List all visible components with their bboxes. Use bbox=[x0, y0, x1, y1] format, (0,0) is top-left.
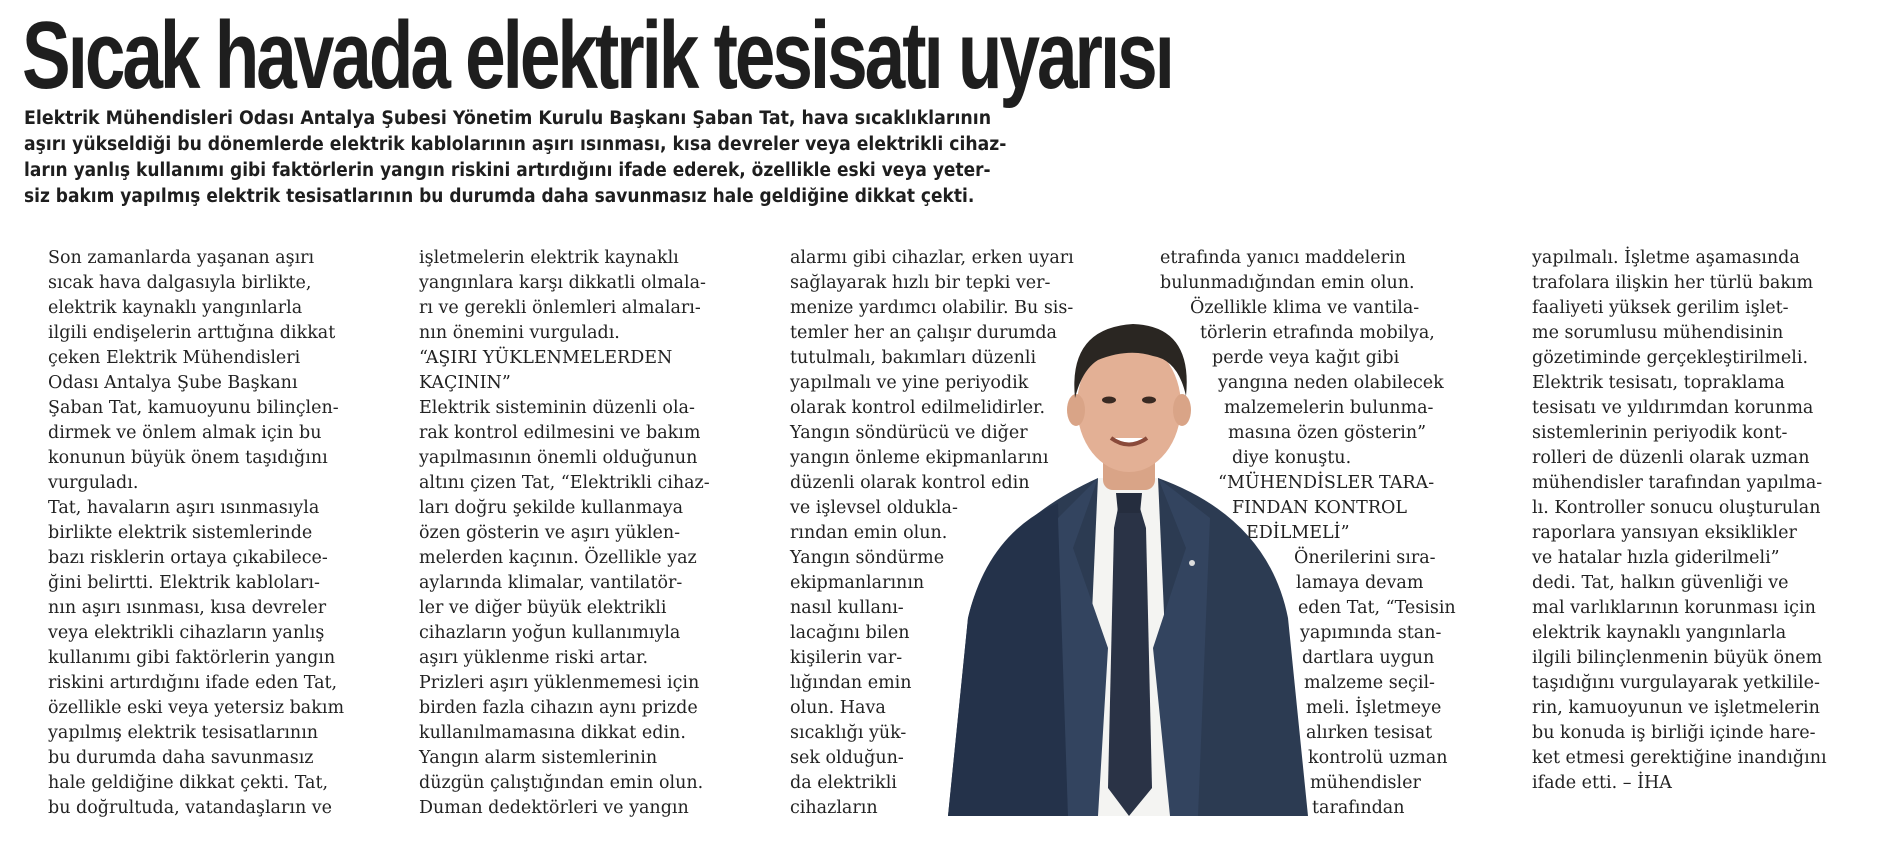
body-line: cihazların yoğun kullanımıyla bbox=[419, 623, 681, 643]
body-line: ğini belirtti. Elektrik kabloları- bbox=[48, 573, 320, 593]
body-line: nın önemini vurguladı. bbox=[419, 323, 620, 343]
body-line: malzeme seçil- bbox=[1304, 673, 1435, 693]
body-line: yangına neden olabilecek bbox=[1218, 373, 1444, 393]
body-line: “AŞIRI YÜKLENMELERDEN bbox=[419, 348, 673, 368]
body-line: olun. Hava bbox=[790, 698, 886, 718]
portrait-photo bbox=[948, 318, 1308, 816]
body-line: eden Tat, “Tesisin bbox=[1298, 598, 1456, 618]
body-line: ilgili bilinçlenmenin büyük önem bbox=[1532, 648, 1823, 668]
body-line: rin, kamuoyunun ve işletmelerin bbox=[1532, 698, 1820, 718]
body-line: kullanılmamasına dikkat edin. bbox=[419, 723, 686, 743]
body-line: aşırı yüklenme riski artar. bbox=[419, 648, 649, 668]
body-line: kişilerin var- bbox=[790, 648, 903, 668]
body-line: nasıl kullanı- bbox=[790, 598, 904, 618]
body-line: FINDAN KONTROL bbox=[1232, 498, 1407, 518]
body-line: ifade etti. – İHA bbox=[1532, 773, 1672, 793]
body-line: konunun büyük önem taşıdığını bbox=[48, 448, 328, 468]
lead-paragraph bbox=[24, 106, 1034, 210]
body-line: Duman dedektörleri ve yangın bbox=[419, 798, 689, 818]
body-line: mühendisler tarafından yapılma- bbox=[1532, 473, 1823, 493]
body-line: kontrolü uzman bbox=[1308, 748, 1448, 768]
body-line: malzemelerin bulunma- bbox=[1224, 398, 1434, 418]
body-line: lığından emin bbox=[790, 673, 912, 693]
body-line: rı ve gerekli önlemleri almaları- bbox=[419, 298, 701, 318]
body-line: yapılmış elektrik tesisatlarının bbox=[48, 723, 319, 743]
body-line: me sorumlusu mühendisinin bbox=[1532, 323, 1784, 343]
body-line: diye konuştu. bbox=[1232, 448, 1352, 468]
body-line: yapılmalı. İşletme aşamasında bbox=[1532, 248, 1800, 268]
body-line: bazı risklerin ortaya çıkabilece- bbox=[48, 548, 328, 568]
body-line: Şaban Tat, kamuoyunu bilinçlen- bbox=[48, 398, 339, 418]
body-column-2 bbox=[419, 246, 710, 821]
body-line: yapılmasının önemli olduğunun bbox=[419, 448, 698, 468]
body-line: faaliyeti yüksek gerilim işlet- bbox=[1532, 298, 1789, 318]
body-line: hale geldiğine dikkat çekti. Tat, bbox=[48, 773, 329, 793]
body-line: temler her an çalışır durumda bbox=[790, 323, 1057, 343]
body-line: Son zamanlarda yaşanan aşırı bbox=[48, 248, 315, 268]
body-line: kullanımı gibi faktörlerin yangın bbox=[48, 648, 336, 668]
body-line: sek olduğun- bbox=[790, 748, 904, 768]
body-line: veya elektrikli cihazların yanlış bbox=[48, 623, 325, 643]
body-line: Tat, havaların aşırı ısınmasıyla bbox=[48, 498, 320, 518]
body-line: rından emin olun. bbox=[790, 523, 948, 543]
body-line: lı. Kontroller sonucu oluşturulan bbox=[1532, 498, 1821, 518]
body-line: düzgün çalıştığından emin olun. bbox=[419, 773, 704, 793]
body-line: mal varlıklarının korunması için bbox=[1532, 598, 1816, 618]
body-line: ket etmesi gerektiğine inandığını bbox=[1532, 748, 1827, 768]
body-line: Yangın söndürme bbox=[790, 548, 945, 568]
body-line: elektrik kaynaklı yangınlarla bbox=[48, 298, 303, 318]
body-line: Elektrik sisteminin düzenli ola- bbox=[419, 398, 695, 418]
body-line: bulunmadığından emin olun. bbox=[1160, 273, 1415, 293]
body-line: sistemlerinin periyodik kont- bbox=[1532, 423, 1788, 443]
body-line: ler ve diğer büyük elektrikli bbox=[419, 598, 667, 618]
body-line: gözetiminde gerçekleştirilmeli. bbox=[1532, 348, 1809, 368]
body-line: rolleri de düzenli olarak uzman bbox=[1532, 448, 1810, 468]
body-line: ekipmanlarının bbox=[790, 573, 925, 593]
body-line: taşıdığını vurgulayarak yetkilile- bbox=[1532, 673, 1820, 693]
lead-line: ların yanlış kullanımı gibi faktörlerin yangın riskini artırdığını ifade ederek, özellikle eski veya yeter- bbox=[24, 160, 991, 181]
body-line: ve hatalar hızla giderilmeli” bbox=[1532, 548, 1780, 568]
body-line: elektrik kaynaklı yangınlarla bbox=[1532, 623, 1787, 643]
lead-line: aşırı yükseldiği bu dönemlerde elektrik kablolarının aşırı ısınması, kısa devreler veya elektrikli cihaz- bbox=[24, 134, 1007, 155]
body-line: masına özen gösterin” bbox=[1228, 423, 1427, 443]
body-line: birden fazla cihazın aynı prizde bbox=[419, 698, 698, 718]
body-line: altını çizen Tat, “Elektrikli cihaz- bbox=[419, 473, 710, 493]
body-line: Odası Antalya Şube Başkanı bbox=[48, 373, 298, 393]
body-line: “MÜHENDİSLER TARA- bbox=[1218, 473, 1435, 493]
body-line: Yangın alarm sistemlerinin bbox=[419, 748, 658, 768]
body-line: yapılmalı ve yine periyodik bbox=[790, 373, 1029, 393]
body-line: Prizleri aşırı yüklenmemesi için bbox=[419, 673, 700, 693]
body-line: bu durumda daha savunmasız bbox=[48, 748, 314, 768]
body-line: tutulmalı, bakımları düzenli bbox=[790, 348, 1037, 368]
body-column-1 bbox=[48, 246, 344, 821]
body-line: tarafından bbox=[1312, 798, 1405, 818]
body-line: riskini artırdığını ifade eden Tat, bbox=[48, 673, 338, 693]
body-line: meli. İşletmeye bbox=[1306, 698, 1442, 718]
body-line: olarak kontrol edilmelidirler. bbox=[790, 398, 1046, 418]
body-line: yapımında stan- bbox=[1300, 623, 1442, 643]
body-line: sıcaklığı yük- bbox=[790, 723, 907, 743]
body-line: Yangın söndürücü ve diğer bbox=[790, 423, 1028, 443]
body-line: aylarında klimalar, vantilatör- bbox=[419, 573, 683, 593]
body-line: bu konuda iş birliği içinde hare- bbox=[1532, 723, 1816, 743]
lead-line: siz bakım yapılmış elektrik tesisatlarının bu durumda daha savunmasız hale geldiğine dikkat çekti. bbox=[24, 186, 975, 207]
body-line: sıcak hava dalgasıyla birlikte, bbox=[48, 273, 312, 293]
body-line: düzenli olarak kontrol edin bbox=[790, 473, 1030, 493]
body-line: EDİLMELİ” bbox=[1246, 523, 1350, 543]
body-line: sağlayarak hızlı bir tepki ver- bbox=[790, 273, 1051, 293]
headline: Sıcak havada elektrik tesisatı uyarısı bbox=[22, 2, 1172, 109]
body-line: çeken Elektrik Mühendisleri bbox=[48, 348, 301, 368]
body-line: melerden kaçının. Özellikle yaz bbox=[419, 548, 697, 568]
body-line: lacağını bilen bbox=[790, 623, 910, 643]
body-line: Önerilerini sıra- bbox=[1294, 548, 1436, 568]
body-line: trafolara ilişkin her türlü bakım bbox=[1532, 273, 1814, 293]
body-line: rak kontrol edilmesini ve bakım bbox=[419, 423, 701, 443]
body-line: da elektrikli bbox=[790, 773, 897, 793]
body-line: raporlara yansıyan eksiklikler bbox=[1532, 523, 1797, 543]
body-line: menize yardımcı olabilir. Bu sis- bbox=[790, 298, 1074, 318]
body-line: alırken tesisat bbox=[1306, 723, 1433, 743]
body-line: özen gösterin ve aşırı yüklen- bbox=[419, 523, 681, 543]
body-line: işletmelerin elektrik kaynaklı bbox=[419, 248, 679, 268]
body-line: nın aşırı ısınması, kısa devreler bbox=[48, 598, 327, 618]
body-line: tesisatı ve yıldırımdan korunma bbox=[1532, 398, 1814, 418]
body-line: ları doğru şekilde kullanmaya bbox=[419, 498, 684, 518]
body-line: törlerin etrafında mobilya, bbox=[1200, 323, 1435, 343]
body-line: lamaya devam bbox=[1296, 573, 1424, 593]
body-line: birlikte elektrik sistemlerinde bbox=[48, 523, 313, 543]
body-line: Özellikle klima ve vantila- bbox=[1190, 298, 1420, 318]
body-line: dartlara uygun bbox=[1302, 648, 1435, 668]
body-line: özellikle eski veya yetersiz bakım bbox=[48, 698, 345, 718]
body-line: etrafında yanıcı maddelerin bbox=[1160, 248, 1406, 268]
body-line: bu doğrultuda, vatandaşların ve bbox=[48, 798, 333, 818]
body-line: yangın önleme ekipmanlarını bbox=[790, 448, 1049, 468]
body-line: alarmı gibi cihazlar, erken uyarı bbox=[790, 248, 1074, 268]
body-line: Elektrik tesisatı, topraklama bbox=[1532, 373, 1785, 393]
lead-line: Elektrik Mühendisleri Odası Antalya Şubesi Yönetim Kurulu Başkanı Şaban Tat, hava sıcaklıklarının bbox=[24, 108, 992, 129]
body-line: perde veya kağıt gibi bbox=[1212, 348, 1400, 368]
body-line: dedi. Tat, halkın güvenliği ve bbox=[1532, 573, 1789, 593]
body-line: yangınlara karşı dikkatli olmala- bbox=[419, 273, 706, 293]
body-line: dirmek ve önlem almak için bu bbox=[48, 423, 322, 443]
body-line: cihazların bbox=[790, 798, 878, 818]
body-line: vurguladı. bbox=[48, 473, 139, 493]
body-line: ve işlevsel oldukla- bbox=[790, 498, 958, 518]
body-line: ilgili endişelerin arttığına dikkat bbox=[48, 323, 336, 343]
body-line: KAÇININ” bbox=[419, 373, 511, 393]
body-line: mühendisler bbox=[1310, 773, 1421, 793]
body-column-5 bbox=[1532, 246, 1827, 796]
